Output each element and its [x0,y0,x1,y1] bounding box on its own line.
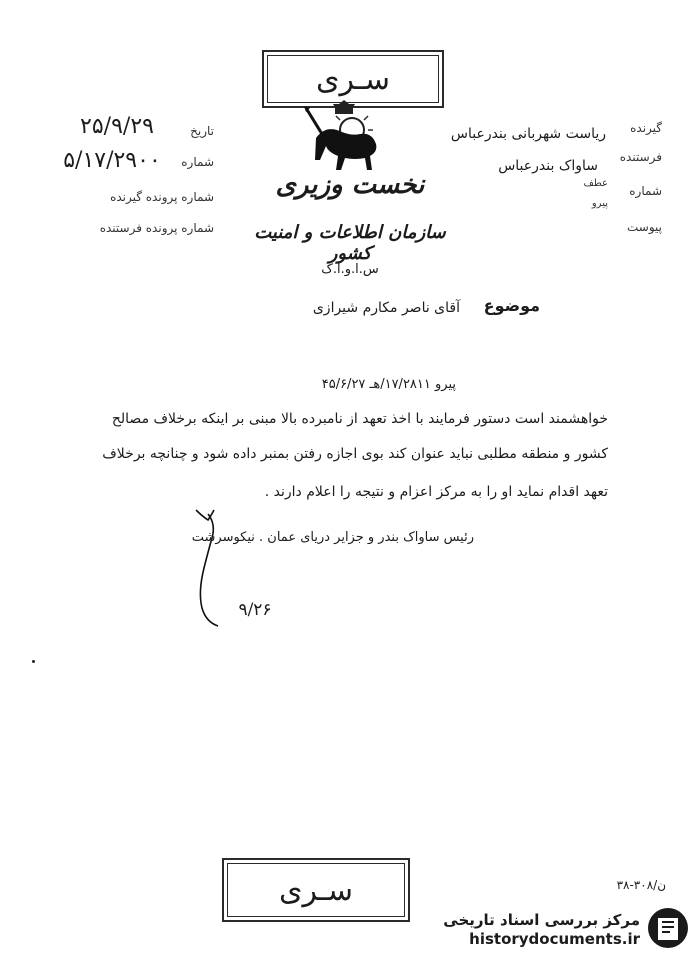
bottom-secret-stamp [222,858,410,922]
number-value-left: ۵/۱۷/۲۹۰۰ [63,148,161,173]
recipient-file-label: شماره پرونده گیرنده [110,190,214,204]
recipient-label: گیرنده [630,121,662,135]
handwritten-date: ۹/۲۶ [238,600,272,620]
signature-line: رئیس ساواک بندر و جزایر دریای عمان . نیکوسرشت [191,530,474,545]
body-line-2: کشور و منطقه مطلبی نباید عنوان کند بوی اجازه رفتن بمنبر داده شود و چنانچه برخلاف [102,446,608,462]
archive-url: historydocuments.ir [469,930,640,948]
stray-mark [32,660,35,663]
subject-label: موضوع [483,296,540,315]
body-line-3: تعهد اقدام نماید او را به مرکز اعزام و نتیجه را اعلام دارند . [264,484,608,500]
org-code: س.ا.و.ا.ک [321,262,379,277]
number-label-right: شماره [629,184,662,198]
archive-watermark [420,900,690,960]
sender-value: ساواک بندرعباس [498,158,598,174]
number-label-left: شماره [181,155,214,169]
date-label: تاریخ [190,124,214,138]
body-line-1: خواهشمند است دستور فرمایند با اخذ تعهد از نامبرده بالا مبنی بر اینکه برخلاف مصالح [111,411,608,427]
date-value: ۲۵/۹/۲۹ [80,114,154,139]
bottom-stamp-text: سـری [279,872,353,908]
ref-label: عطف [583,178,608,189]
org-top-title: نخست وزیری [275,170,425,200]
reference-line: پیرو ۱۷/۲۸۱۱/هـ ۴۵/۶/۲۷ [321,377,456,392]
attachment-label: پیوست [627,220,662,234]
archive-logo-icon [646,906,690,954]
org-main-title: سازمان اطلاعات و امنیت کشور [254,222,446,264]
recipient-value: ریاست شهربانی بندرعباس [450,126,606,142]
document-code: ۳۸-۳۰۸/ن [616,878,666,892]
sender-label: فرستنده [619,150,662,164]
sender-file-label: شماره پرونده فرستنده [99,221,214,235]
archive-name: مرکز بررسی اسناد تاریخی [443,911,640,930]
subject-value: آقای ناصر مکارم شیرازی [312,300,460,316]
top-stamp-text: سـری [316,61,390,97]
follow-label: پیرو [591,198,608,209]
